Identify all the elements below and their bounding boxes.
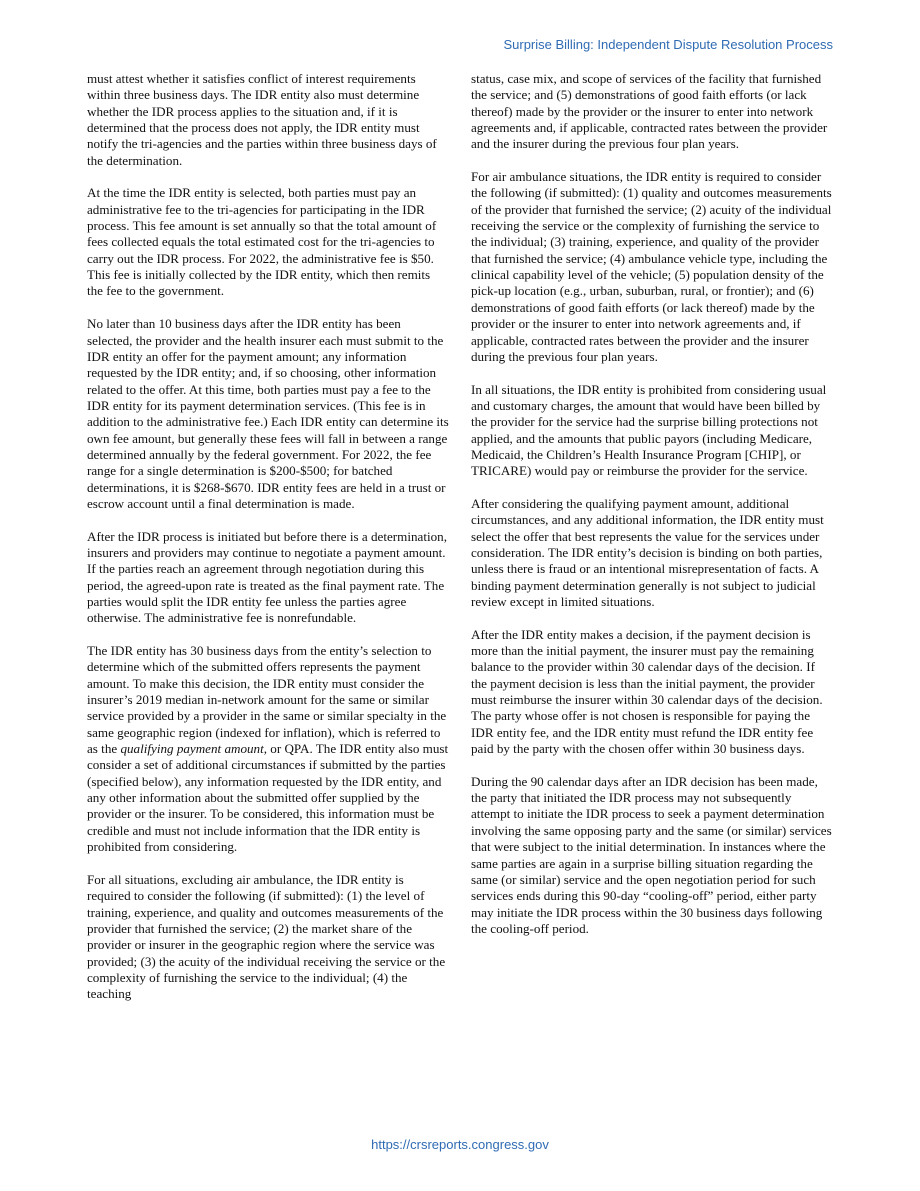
paragraph: At the time the IDR entity is selected, both parties must pay an administrative fee to the tri-agencies for participating in the IDR process. This fee amount is set annually so that the total amount of fees collected equals the total estimated cost for the tri-agencies to carry out the IDR process. For 2022, the administrative fee is $50. This fee is initially collected by the IDR entity, which then remits the fee to the government.: [87, 185, 437, 299]
running-header: Surprise Billing: Independent Dispute Resolution Process: [503, 37, 833, 52]
paragraph: After the IDR process is initiated but before there is a determination, insurers and providers may continue to negotiate a payment amount. If the parties reach an agreement through negotiation during this period, the agreed-upon rate is treated as the final payment rate. The parties would split the IDR entity fee unless the parties agree otherwise. The administrative fee is nonrefundable.: [87, 528, 447, 626]
paragraph: During the 90 calendar days after an IDR decision has been made, the party that initiated the IDR process may not subsequently attempt to initiate the IDR process to seek a payment determination involving the same opposing party and the same (or similar) services that were subject to the initial determination. In instances where the same parties are again in a surprise billing situation regarding the same (or similar) service and the open negotiation period for such services ends during this 90-day “cooling-off” period, either party may initiate the IDR process within the 30 business days following the cooling-off period.: [471, 773, 832, 936]
paragraph: For air ambulance situations, the IDR entity is required to consider the following (if submitted): (1) quality and outcomes measurements of the provider that furnished the service; (2) acuity of the individual receiving the service or the complexity of furnishing the service to the individual; (3) training, experience, and quality of the provider that furnished the service; (4) ambulance vehicle type, including the clinical capability level of the vehicle; (5) population density of the pick-up location (e.g., urban, suburban, rural, or frontier); and (6) demonstrations of good faith efforts (or lack thereof) made by the provider or the insurer to enter into network agreements and, if applicable, contracted rates between the provider and the insurer during the previous four plan years.: [471, 169, 832, 364]
paragraph-text: or QPA. The IDR entity also must consider a set of additional circumstances if submitted by the parties (specified below), any information requested by the IDR entity, and any other information about the submitted offer supplied by the provider or the insurer. To be considered, this information must be credible and must not include information that the IDR entity is prohibited from considering.: [87, 741, 449, 855]
paragraph: In all situations, the IDR entity is prohibited from considering usual and customary charges, the amount that would have been billed by the provider for the service had the surprise billing protections not applied, and the amounts that public payors (including Medicare, Medicaid, the Children’s Health Insurance Program [CHIP], or TRICARE) would pay or reimburse the provider for the service.: [471, 381, 827, 479]
term-qualifying-payment-amount: qualifying payment amount,: [120, 741, 268, 757]
paragraph: For all situations, excluding air ambulance, the IDR entity is required to consider the following (if submitted): (1) the level of training, experience, and quality and outcomes measurements of the provider that furnished the service; (2) the market share of the provider or insurer in the geographic region where the service was provided; (3) the acuity of the individual receiving the service or the complexity of furnishing the service to the individual; (4) the teaching: [87, 871, 446, 1002]
right-column: [471, 71, 833, 954]
paragraph-qpa: [87, 643, 449, 855]
paragraph: status, case mix, and scope of services of the facility that furnished the service; and (5) demonstrations of good faith efforts (or lack thereof) made by the provider or the insurer to enter into network agreements and, if applicable, contracted rates between the provider and the insurer during the previous four plan years.: [471, 71, 828, 152]
paragraph-text: The IDR entity has 30 business days from the entity’s selection to determine which of the submitted offers represents the payment amount. To make this decision, the IDR entity must consider the insurer’s 2019 median in-network amount for the same or similar service provided by a provider in the same or similar specialty in the same geographic region (indexed for inflation), which is referred to as the: [87, 643, 447, 757]
left-column: [87, 71, 449, 1019]
paragraph: No later than 10 business days after the IDR entity has been selected, the provider and the health insurer each must submit to the IDR entity an offer for the payment amount; any information requested by the IDR entity; and, if so choosing, other information related to the offer. At this time, both parties must pay a fee to the IDR entity for its payment determination services. (This fee is in addition to the administrative fee.) Each IDR entity can determine its own fee amount, but generally these fees will fall in between a range determined annually by the federal government. For 2022, the fee range for a single determination is $200-$500; for batched determinations, it is $268-$670. IDR entity fees are held in a trust or escrow account until a final determination is made.: [87, 316, 449, 511]
footer-url[interactable]: https://crsreports.congress.gov: [371, 1137, 549, 1152]
paragraph: After considering the qualifying payment amount, additional circumstances, and any additional information, the IDR entity must select the offer that best represents the value for the services under consideration. The IDR entity’s decision is binding on both parties, unless there is fraud or an intentional misrepresentation of facts. A binding payment determination generally is not subject to judicial review except in limited situations.: [471, 495, 824, 609]
paragraph: must attest whether it satisfies conflict of interest requirements within three business days. The IDR entity also must determine whether the IDR process applies to the situation and, if it is determined that the process does not apply, the IDR entity must notify the tri-agencies and the parties within three business days of the determination.: [87, 71, 437, 168]
paragraph: After the IDR entity makes a decision, if the payment decision is more than the initial payment, the insurer must pay the remaining balance to the provider within 30 calendar days of the decision. If the payment decision is less than the initial payment, the provider must reimburse the insurer within 30 calendar days of the decision. The party whose offer is not chosen is responsible for paying the IDR entity fee, and the IDR entity must refund the IDR entity fee paid by the party with the chosen offer within 30 business days.: [471, 626, 823, 757]
